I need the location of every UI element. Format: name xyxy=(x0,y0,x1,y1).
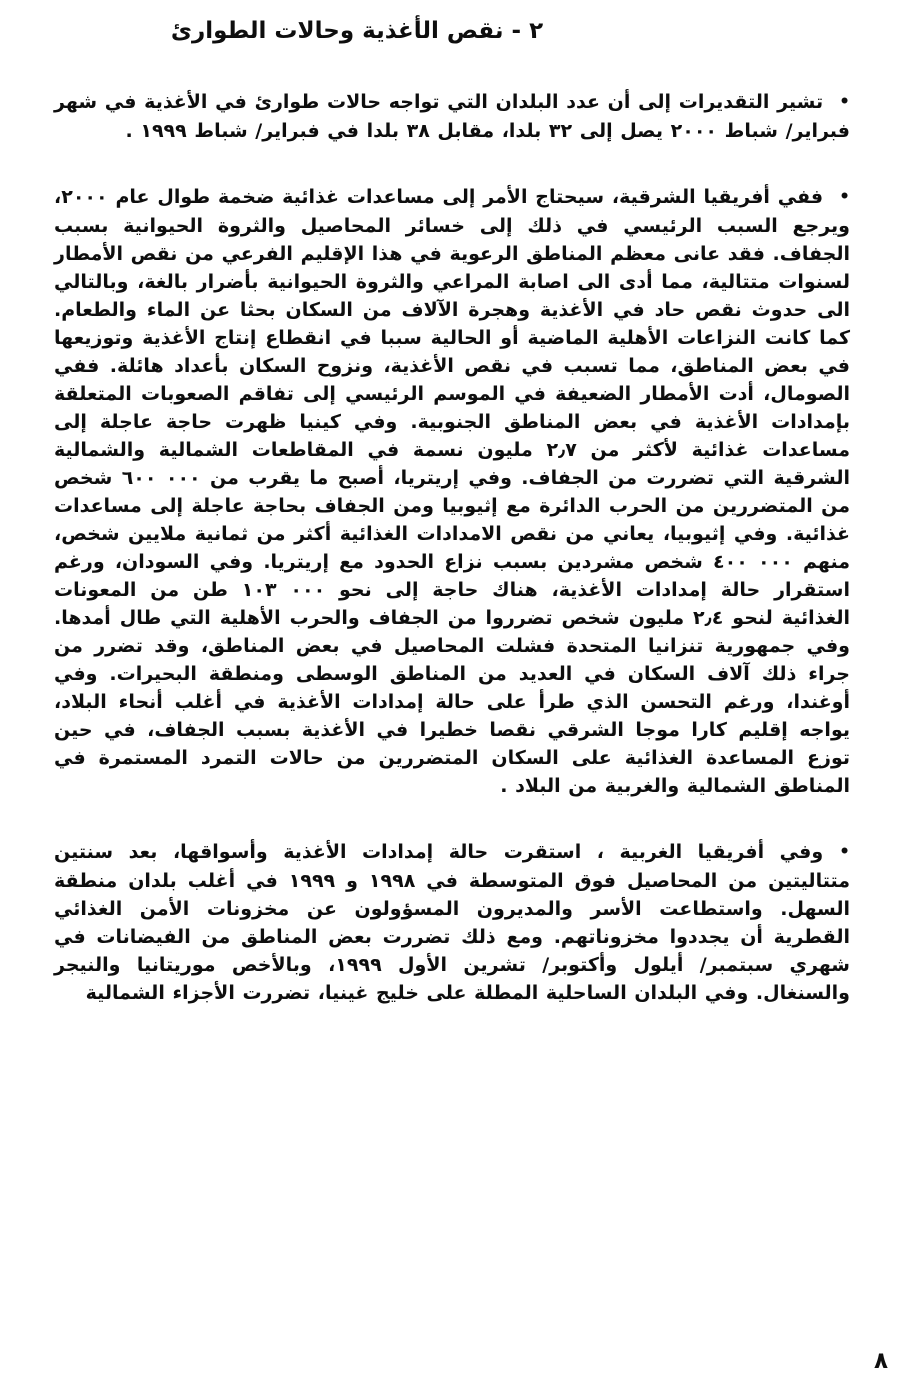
bullet-icon: • xyxy=(839,842,850,862)
bullet-icon: • xyxy=(839,187,850,207)
paragraph-west-africa xyxy=(54,838,850,1007)
bullet-icon: • xyxy=(839,92,850,112)
paragraph-text: تشير التقديرات إلى أن عدد البلدان التي تواجه حالات طوارئ في الأغذية في شهر فبراير/ شباط ٢٠٠٠ يصل إلى ٣٢ بلدا، مقابل ٣٨ بلدا في فبراير/ شباط ١٩٩٩ . xyxy=(54,91,850,142)
paragraph-east-africa xyxy=(54,183,850,800)
section-title: ٢ - نقص الأغذية وحالات الطوارئ xyxy=(170,18,544,44)
paragraph-text: ففي أفريقيا الشرقية، سيحتاج الأمر إلى مساعدات غذائية ضخمة طوال عام ٢٠٠٠، ويرجع السبب الرئيسي في ذلك إلى خسائر المحاصيل والثروة الحيوانية بسبب الجفاف. فقد عانى معظم المناطق الرعوية في هذا الإقليم الفرعي من نقص الأمطار لسنوات متتالية، مما أدى الى اصابة المراعي والثروة الحيوانية بأضرار بالغة، وبالتالي الى حدوث نقص حاد في الأغذية وهجرة الآلاف من السكان بحثا عن الماء والطعام. كما كانت النزاعات الأهلية الماضية أو الحالية سببا في انقطاع إنتاج الأغذية وتوزيعها في بعض المناطق، مما تسبب في نقص الأغذية، ونزوح السكان بأعداد هائلة. ففي الصومال، أدت الأمطار الضعيفة في الموسم الرئيسي إلى تفاقم الصعوبات المتعلقة بإمدادات الأغذية في بعض المناطق الجنوبية. وفي كينيا ظهرت حاجة عاجلة إلى مساعدات غذائية لأكثر من ٢٫٧ مليون نسمة في المقاطعات الشمالية والشمالية الشرقية التي تضررت من الجفاف. وفي إريتريا، أصبح ما يقرب من ٦٠٠ ٠٠٠ شخص من المتضررين من الحرب الدائرة مع إثيوبيا ومن الجفاف بحاجة عاجلة إلى مساعدات غذائية. وفي إثيوبيا، يعاني من نقص الامدادات الغذائية أكثر من ثمانية ملايين شخص، منهم ٤٠٠ ٠٠٠ شخص مشردين بسبب نزاع الحدود مع إريتريا. وفي السودان، ورغم استقرار حالة إمدادات الأغذية، هناك حاجة إلى نحو ١٠٣ ٠٠٠ طن من المعونات الغذائية لنحو ٢٫٤ مليون شخص تضرروا من الجفاف والحرب الأهلية التي طال أمدها. وفي جمهورية تنزانيا المتحدة فشلت المحاصيل في بعض المناطق، وقد تضرر من جراء ذلك آلاف السكان في العديد من المناطق الوسطى ومنطقة البحيرات. وفي أوغندا، ورغم التحسن الذي طرأ على حالة إمدادات الأغذية في أغلب أنحاء البلاد، يواجه إقليم كارا موجا الشرقي نقصا خطيرا في الأغذية بسبب الجفاف، في حين توزع المساعدة الغذائية على السكان المتضررين من حالات التمرد المستمرة في المناطق الشمالية والغربية من البلاد . xyxy=(54,186,851,797)
page-number: ٨ xyxy=(873,1348,888,1374)
paragraph-text: وفي أفريقيا الغربية ، استقرت حالة إمدادات الأغذية وأسواقها، بعد سنتين متتاليتين من المحاصيل فوق المتوسطة في ١٩٩٨ و ١٩٩٩ في أغلب بلدان منطقة السهل. واستطاعت الأسر والمديرون المسؤولون عن مخزونات الأمن الغذائي القطرية أن يجددوا مخزوناتهم. ومع ذلك تضررت بعض المناطق من الفيضانات في شهري سبتمبر/ أيلول وأكتوبر/ تشرين الأول ١٩٩٩، وبالأخص موريتانيا والنيجر والسنغال. وفي البلدان الساحلية المطلة على خليج غينيا، تضررت الأجزاء الشمالية xyxy=(54,841,850,1004)
paragraph-emergency-countries xyxy=(54,88,850,145)
